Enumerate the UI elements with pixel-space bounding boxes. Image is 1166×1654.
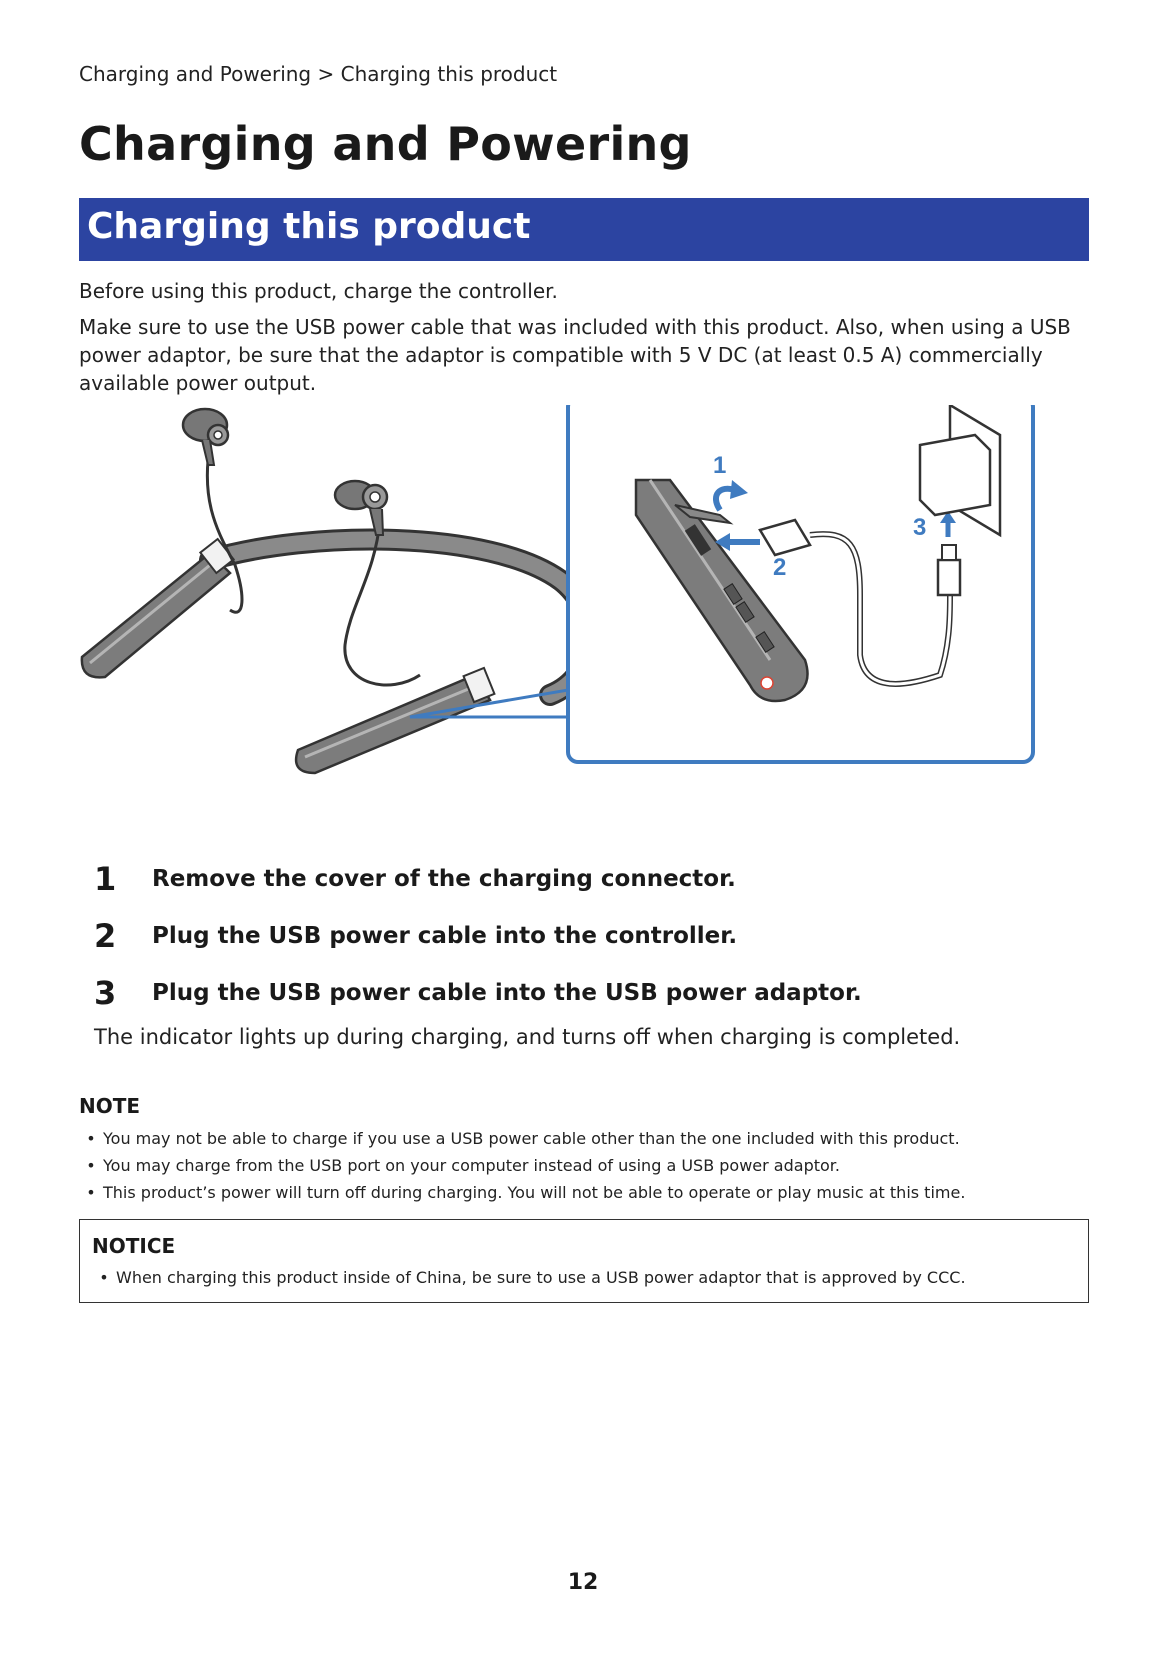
step-number: 3 [94, 974, 117, 1012]
bullet-icon: • [86, 1129, 96, 1148]
callout-2: 2 [773, 554, 787, 581]
notice-heading: NOTICE [92, 1234, 176, 1258]
charging-result-text: The indicator lights up during charging, and turns off when charging is completed. [94, 1025, 961, 1049]
notice-item [92, 1268, 966, 1287]
note-item [79, 1125, 965, 1152]
bullet-icon: • [99, 1268, 109, 1287]
note-item-text: This product’s power will turn off during charging. You will not be able to operate or play music at this time. [103, 1183, 966, 1202]
step-text: Plug the USB power cable into the USB power adaptor. [152, 980, 862, 1006]
note-item-text: You may not be able to charge if you use a USB power cable other than the one included with this product. [103, 1129, 960, 1148]
breadcrumb: Charging and Powering > Charging this product [79, 62, 558, 86]
note-item [79, 1152, 965, 1179]
step-2 [94, 917, 737, 955]
bullet-icon: • [86, 1156, 96, 1175]
notice-box [79, 1219, 1089, 1303]
notice-item-text: When charging this product inside of China, be sure to use a USB power adaptor that is approved by CCC. [116, 1268, 966, 1287]
callout-3: 3 [913, 514, 927, 541]
usb-cable-paragraph: Make sure to use the USB power cable that was included with this product. Also, when using a USB power adaptor, be sure that the adaptor is compatible with 5 V DC (at least 0.5 A) commercially available power output. [79, 315, 1071, 395]
step-3 [94, 974, 862, 1012]
notice-list [92, 1268, 966, 1287]
step-text: Remove the cover of the charging connector. [152, 866, 736, 892]
page-number: 12 [567, 1570, 599, 1595]
step-number: 2 [94, 917, 117, 955]
charging-illustration [70, 405, 1100, 825]
note-item [79, 1179, 965, 1206]
step-text: Plug the USB power cable into the controller. [152, 923, 738, 949]
page-title: Charging and Powering [79, 117, 692, 171]
step-1 [94, 860, 736, 898]
indicator-light-icon [761, 677, 773, 689]
section-header-band [79, 198, 1089, 261]
bullet-icon: • [86, 1183, 96, 1202]
intro-paragraph: Before using this product, charge the controller. [79, 279, 558, 303]
note-list [79, 1125, 965, 1206]
charging-detail-box [568, 405, 1033, 762]
section-title: Charging this product [87, 206, 531, 247]
note-item-text: You may charge from the USB port on your computer instead of using a USB power adaptor. [103, 1156, 840, 1175]
callout-1: 1 [713, 452, 727, 479]
note-heading: NOTE [79, 1094, 141, 1118]
step-number: 1 [94, 860, 117, 898]
